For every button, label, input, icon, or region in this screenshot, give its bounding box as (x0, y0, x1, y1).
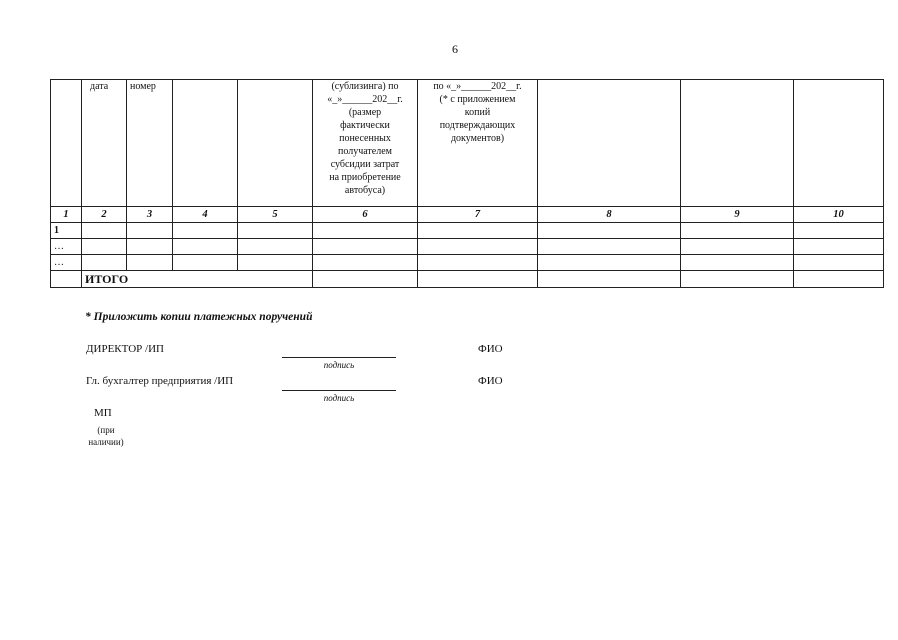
column-number: 7 (418, 207, 538, 223)
page-number: 6 (452, 42, 458, 56)
column-number: 6 (313, 207, 418, 223)
table-cell (418, 271, 538, 288)
table-cell (82, 255, 127, 271)
table-cell (794, 271, 884, 288)
stamp-note-line: наличии) (88, 437, 124, 448)
column-number: 4 (173, 207, 238, 223)
director-label: ДИРЕКТОР /ИП (86, 343, 164, 355)
table-row (51, 239, 884, 255)
header-row (51, 80, 884, 207)
attachment-note: * Приложить копии платежных поручений (85, 311, 313, 323)
header-cell-9 (681, 80, 794, 207)
header-cell-7 (418, 80, 538, 207)
table-cell (681, 255, 794, 271)
header-col7-line: документов) (450, 133, 505, 144)
column-number: 3 (127, 207, 173, 223)
total-row (51, 271, 884, 288)
table-cell (538, 239, 681, 255)
total-label: ИТОГО (85, 271, 129, 286)
table-cell (127, 223, 173, 239)
table-cell (173, 239, 238, 255)
table-row (51, 223, 884, 239)
subsidy-table (50, 79, 884, 288)
table-cell (82, 239, 127, 255)
table-cell (538, 255, 681, 271)
column-number: 8 (538, 207, 681, 223)
table-cell (238, 239, 313, 255)
table-cell (127, 239, 173, 255)
header-col7-line: по «_»______202__г. (433, 81, 522, 92)
header-col7-text (421, 80, 534, 145)
director-signature-line (282, 357, 396, 358)
header-cell-4 (173, 80, 238, 207)
table-cell (538, 223, 681, 239)
table-cell (173, 223, 238, 239)
table-cell (238, 223, 313, 239)
table-cell (681, 223, 794, 239)
header-cell-5 (238, 80, 313, 207)
header-number-label: номер (130, 81, 156, 92)
table-cell (313, 239, 418, 255)
total-label-cell (82, 271, 313, 288)
column-number: 5 (238, 207, 313, 223)
table-cell (313, 255, 418, 271)
header-col6-line: получателем (338, 146, 392, 157)
header-col6-line: (размер (348, 107, 382, 118)
column-number: 2 (82, 207, 127, 223)
header-cell-date (82, 80, 127, 207)
table-row (51, 255, 884, 271)
table-cell (681, 239, 794, 255)
table-cell (794, 239, 884, 255)
chief-accountant-fio: ФИО (478, 375, 503, 387)
table-cell (127, 255, 173, 271)
header-col6-line: на приобретение (329, 172, 401, 183)
table-cell (538, 271, 681, 288)
table-cell (418, 223, 538, 239)
table-cell (794, 255, 884, 271)
header-col6-line: субсидии затрат (330, 159, 400, 170)
chief-accountant-label: Гл. бухгалтер предприятия /ИП (86, 375, 234, 387)
row-index: 1 (51, 223, 82, 239)
table-cell (51, 271, 82, 288)
column-number: 10 (794, 207, 884, 223)
chief-accountant-signature-line (282, 390, 396, 391)
column-number: 9 (681, 207, 794, 223)
table-cell (418, 255, 538, 271)
stamp-label: МП (94, 407, 112, 419)
header-cell-1 (51, 80, 82, 207)
table-cell (173, 255, 238, 271)
header-cell-10 (794, 80, 884, 207)
chief-accountant-signature-caption: подпись (323, 393, 355, 403)
header-col7-line: (* с приложением (439, 94, 516, 105)
header-cell-6 (313, 80, 418, 207)
column-number-row (51, 207, 884, 223)
table-cell (313, 271, 418, 288)
header-col6-line: (сублизинга) по (331, 81, 399, 92)
header-cell-8 (538, 80, 681, 207)
header-cell-number (127, 80, 173, 207)
header-col6-text (316, 80, 414, 197)
header-col6-line: автобуса) (344, 185, 386, 196)
column-number: 1 (51, 207, 82, 223)
stamp-note-line: (при (97, 425, 115, 435)
header-col6-line: «_»______202__г. (327, 94, 403, 105)
table-cell (238, 255, 313, 271)
table-cell (794, 223, 884, 239)
director-fio: ФИО (478, 343, 503, 355)
row-index: … (51, 255, 82, 271)
table-cell (418, 239, 538, 255)
stamp-note (84, 424, 128, 448)
table-cell (313, 223, 418, 239)
header-col6-line: понесенных (339, 133, 391, 144)
header-col7-line: копий (464, 107, 491, 118)
header-col7-line: подтверждающих (439, 120, 516, 131)
director-signature-caption: подпись (323, 360, 355, 370)
header-date-label: дата (90, 81, 109, 92)
table-cell (82, 223, 127, 239)
header-col6-line: фактически (340, 120, 390, 131)
table-cell (681, 271, 794, 288)
row-index: … (51, 239, 82, 255)
